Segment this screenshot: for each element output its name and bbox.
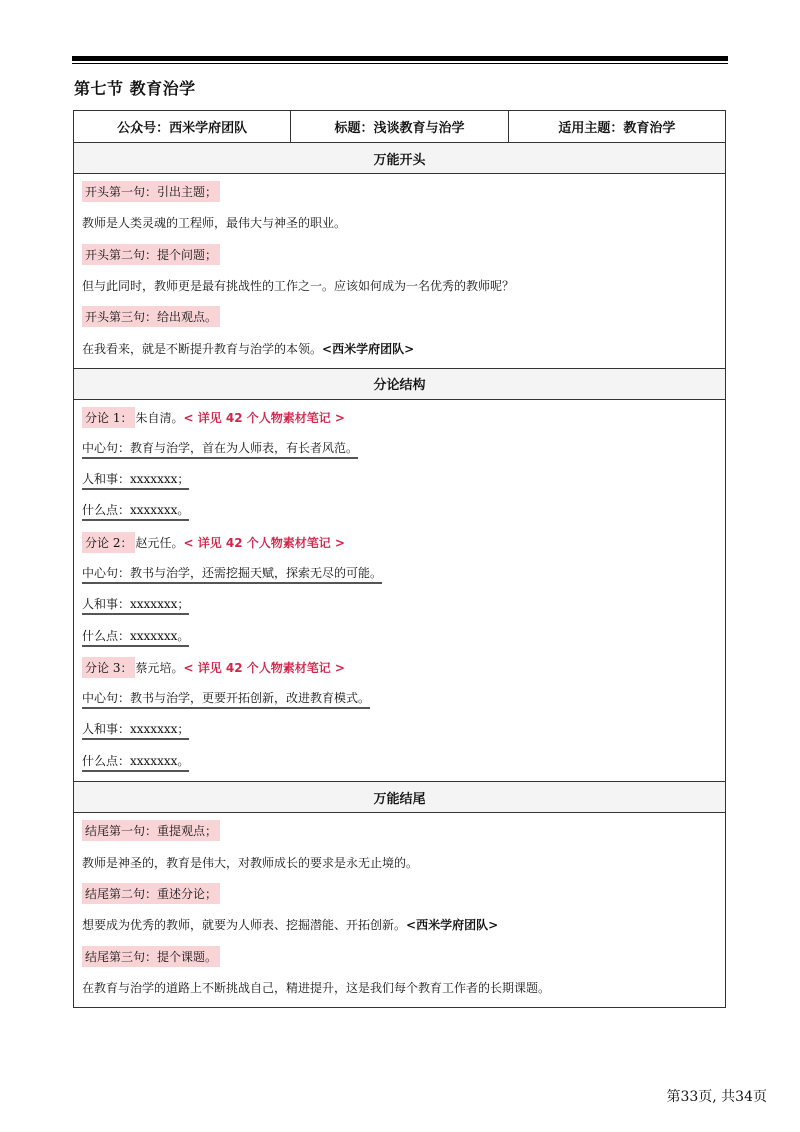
closing-header: 万能结尾	[74, 782, 725, 813]
point-1-name: 朱自清。	[135, 410, 184, 425]
body-header: 分论结构	[74, 369, 725, 400]
team-tag: <西米学府团队>	[322, 341, 415, 356]
body-block	[74, 400, 725, 783]
point-3-point	[82, 746, 717, 777]
point-3-center	[82, 683, 717, 714]
point-line: 什么点：xxxxxxx。	[82, 501, 189, 521]
opening-header: 万能开头	[74, 143, 725, 174]
point-2-event	[82, 590, 717, 621]
event-line: 人和事：xxxxxxx；	[82, 595, 189, 615]
closing-line-2-label	[82, 878, 717, 909]
opening-line-3-text	[82, 332, 717, 363]
account-cell: 公众号：西米学府团队	[117, 121, 248, 136]
essay-template-table	[73, 110, 726, 1008]
point-1-point	[82, 496, 717, 527]
point-3-heading	[82, 652, 717, 683]
point-2-point	[82, 621, 717, 652]
point-2-heading	[82, 527, 717, 558]
highlight-label: 开头第一句：引出主题；	[82, 181, 220, 202]
closing-line-3-label	[82, 941, 717, 972]
closing-line-3-text: 在教育与治学的道路上不断挑战自己，精进提升，这是我们每个教育工作者的长期课题。	[82, 980, 551, 995]
point-2-center	[82, 558, 717, 589]
highlight-label: 结尾第二句：重述分论；	[82, 883, 220, 904]
closing-line-1-label	[82, 815, 717, 846]
page-number: 第33页, 共34页	[666, 1089, 767, 1105]
team-tag: <西米学府团队>	[406, 918, 499, 933]
opening-line-1-text: 教师是人类灵魂的工程师，最伟大与神圣的职业。	[82, 216, 347, 231]
event-line: 人和事：xxxxxxx；	[82, 720, 189, 740]
closing-line-2-text	[82, 909, 717, 940]
event-line: 人和事：xxxxxxx；	[82, 470, 189, 490]
point-line: 什么点：xxxxxxx。	[82, 752, 189, 772]
opening-line-2-text: 但与此同时，教师更是最有挑战性的工作之一。应该如何成为一名优秀的教师呢？	[82, 279, 515, 294]
opening-line-3-label	[82, 301, 717, 332]
point-line: 什么点：xxxxxxx。	[82, 627, 189, 647]
point-1-event	[82, 464, 717, 495]
info-row	[74, 111, 725, 143]
point-3-label: 分论 3：	[82, 657, 135, 678]
point-1-center	[82, 433, 717, 464]
top-rule-thick	[72, 56, 728, 61]
material-notes-link[interactable]: < 详见 42 个人物素材笔记 >	[183, 661, 345, 676]
topic-cell: 适用主题：教育治学	[508, 111, 725, 142]
opening-line-2-label	[82, 239, 717, 270]
opening-block	[74, 174, 725, 369]
highlight-label: 结尾第三句：提个课题。	[82, 946, 220, 967]
highlight-label: 开头第三句：给出观点。	[82, 306, 220, 327]
closing-line-1-text: 教师是神圣的，教育是伟大，对教师成长的要求是永无止境的。	[82, 855, 419, 870]
material-notes-link[interactable]: < 详见 42 个人物素材笔记 >	[183, 536, 345, 551]
top-rule-thin	[72, 63, 728, 64]
highlight-label: 开头第二句：提个问题；	[82, 244, 220, 265]
opening-line-3-body: 在我看来，就是不断提升教育与治学的本领。	[82, 341, 323, 356]
material-notes-link[interactable]: < 详见 42 个人物素材笔记 >	[183, 410, 345, 425]
title-cell: 标题：浅谈教育与治学	[290, 111, 507, 142]
highlight-label: 结尾第一句：重提观点；	[82, 820, 220, 841]
center-sentence: 中心句：教书与治学，更要开拓创新，改进教育模式。	[82, 689, 370, 709]
point-3-event	[82, 715, 717, 746]
section-title: 第七节 教育治学	[74, 79, 196, 98]
center-sentence: 中心句：教书与治学，还需挖掘天赋，探索无尽的可能。	[82, 564, 382, 584]
closing-line-2-body: 想要成为优秀的教师，就要为人师表、挖掘潜能、开拓创新。	[82, 918, 407, 933]
point-1-label: 分论 1：	[82, 407, 135, 428]
opening-line-1-label	[82, 176, 717, 207]
closing-block	[74, 813, 725, 1007]
point-1-heading	[82, 402, 717, 433]
center-sentence: 中心句：教育与治学，首在为人师表，有长者风范。	[82, 439, 358, 459]
point-2-name: 赵元任。	[135, 536, 184, 551]
point-2-label: 分论 2：	[82, 532, 135, 553]
point-3-name: 蔡元培。	[135, 661, 184, 676]
